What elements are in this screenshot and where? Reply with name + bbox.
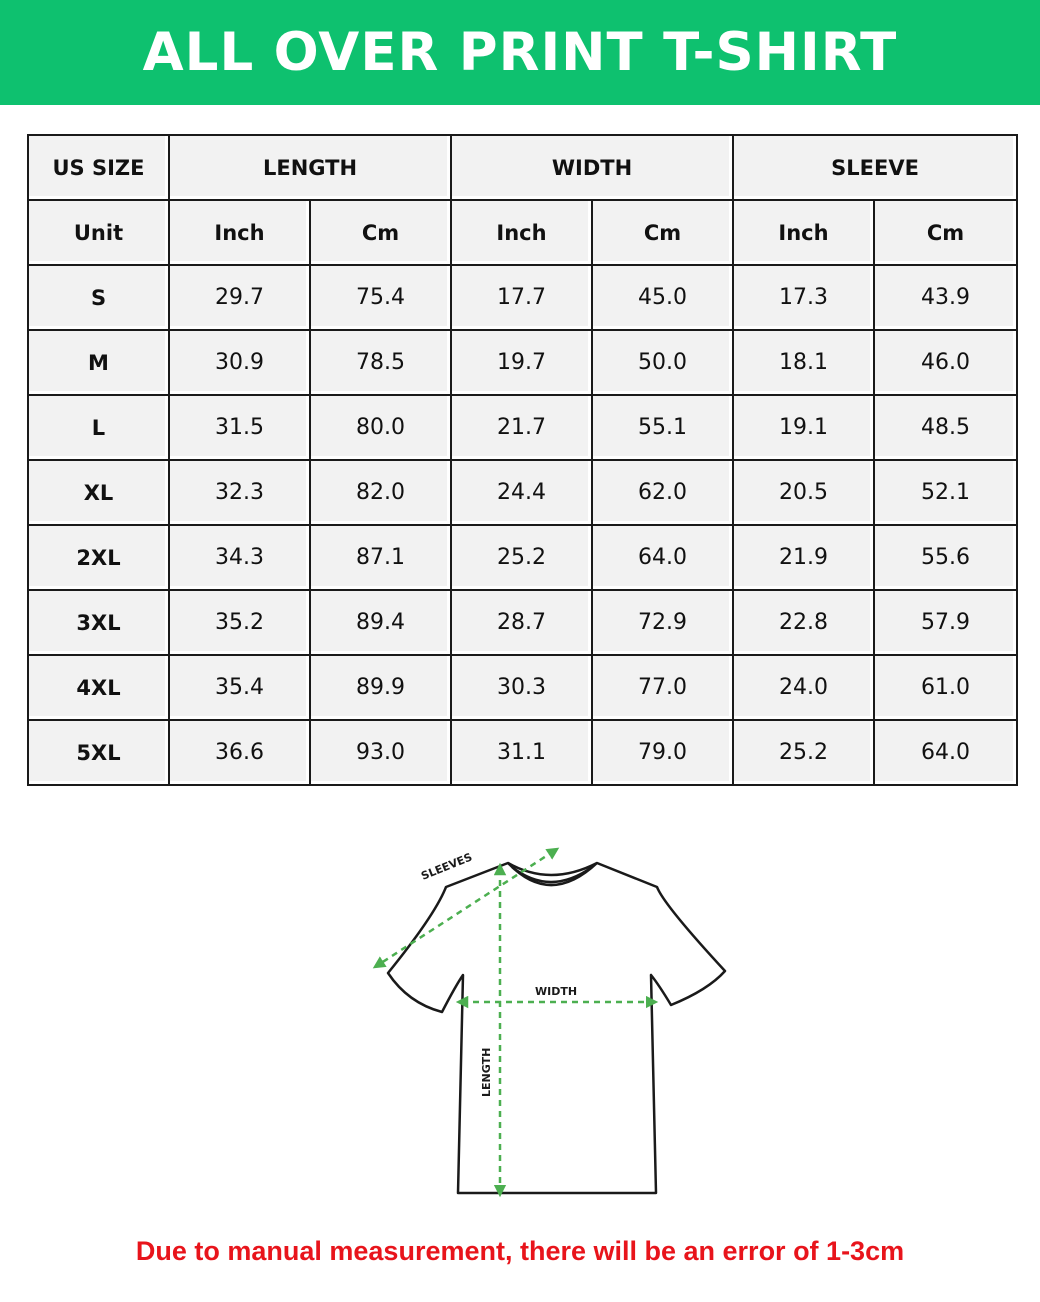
sleeves-label: SLEEVES [419, 850, 475, 883]
width-label: WIDTH [535, 985, 578, 998]
length-label: LENGTH [480, 1047, 493, 1097]
length-header: LENGTH [169, 135, 451, 200]
unit-label: Unit [28, 200, 169, 265]
sleeve-inch-unit: Inch [733, 200, 874, 265]
width-inch-cell: 30.3 [451, 655, 592, 720]
length-cm-cell: 87.1 [310, 525, 451, 590]
tshirt-measurement-diagram [360, 835, 740, 1205]
width-inch-cell: 25.2 [451, 525, 592, 590]
us-size-header: US SIZE [28, 135, 169, 200]
sleeve-inch-cell: 24.0 [733, 655, 874, 720]
width-cm-cell: 50.0 [592, 330, 733, 395]
width-cm-unit: Cm [592, 200, 733, 265]
size-chart-table [27, 134, 1018, 786]
size-label: 3XL [28, 590, 169, 655]
sleeve-inch-cell: 17.3 [733, 265, 874, 330]
width-header: WIDTH [451, 135, 733, 200]
sleeve-cm-cell: 52.1 [874, 460, 1017, 525]
width-cm-cell: 62.0 [592, 460, 733, 525]
sleeve-cm-cell: 43.9 [874, 265, 1017, 330]
table-row [28, 655, 1017, 720]
length-cm-cell: 89.9 [310, 655, 451, 720]
width-cm-cell: 79.0 [592, 720, 733, 785]
sleeve-cm-cell: 61.0 [874, 655, 1017, 720]
length-inch-cell: 29.7 [169, 265, 310, 330]
width-inch-cell: 28.7 [451, 590, 592, 655]
sleeve-cm-cell: 48.5 [874, 395, 1017, 460]
sleeve-cm-cell: 55.6 [874, 525, 1017, 590]
length-inch-cell: 32.3 [169, 460, 310, 525]
width-inch-cell: 19.7 [451, 330, 592, 395]
sleeve-inch-cell: 18.1 [733, 330, 874, 395]
length-cm-cell: 80.0 [310, 395, 451, 460]
length-cm-cell: 89.4 [310, 590, 451, 655]
length-inch-cell: 30.9 [169, 330, 310, 395]
table-row [28, 395, 1017, 460]
length-cm-cell: 75.4 [310, 265, 451, 330]
sleeve-header: SLEEVE [733, 135, 1017, 200]
length-inch-cell: 31.5 [169, 395, 310, 460]
sleeve-inch-cell: 25.2 [733, 720, 874, 785]
table-row [28, 330, 1017, 395]
unit-row [28, 200, 1017, 265]
length-inch-cell: 34.3 [169, 525, 310, 590]
width-cm-cell: 77.0 [592, 655, 733, 720]
sleeve-inch-cell: 22.8 [733, 590, 874, 655]
size-label: XL [28, 460, 169, 525]
length-inch-unit: Inch [169, 200, 310, 265]
table-row [28, 590, 1017, 655]
size-label: 4XL [28, 655, 169, 720]
width-cm-cell: 64.0 [592, 525, 733, 590]
sleeve-cm-cell: 64.0 [874, 720, 1017, 785]
sleeve-inch-cell: 20.5 [733, 460, 874, 525]
length-cm-cell: 93.0 [310, 720, 451, 785]
length-cm-cell: 78.5 [310, 330, 451, 395]
width-cm-cell: 55.1 [592, 395, 733, 460]
sleeve-cm-cell: 57.9 [874, 590, 1017, 655]
measurement-note: Due to manual measurement, there will be an error of 1-3cm [135, 1236, 905, 1266]
size-label: L [28, 395, 169, 460]
width-inch-cell: 21.7 [451, 395, 592, 460]
sleeve-cm-unit: Cm [874, 200, 1017, 265]
sleeve-inch-cell: 21.9 [733, 525, 874, 590]
tshirt-outline [388, 863, 725, 1193]
length-cm-unit: Cm [310, 200, 451, 265]
table-row [28, 265, 1017, 330]
title-banner [0, 0, 1040, 105]
width-cm-cell: 45.0 [592, 265, 733, 330]
width-cm-cell: 72.9 [592, 590, 733, 655]
length-inch-cell: 36.6 [169, 720, 310, 785]
sleeve-cm-cell: 46.0 [874, 330, 1017, 395]
width-inch-unit: Inch [451, 200, 592, 265]
width-inch-cell: 24.4 [451, 460, 592, 525]
size-label: M [28, 330, 169, 395]
table-row [28, 525, 1017, 590]
sleeve-inch-cell: 19.1 [733, 395, 874, 460]
table-row [28, 720, 1017, 785]
size-label: S [28, 265, 169, 330]
length-cm-cell: 82.0 [310, 460, 451, 525]
page-title: ALL OVER PRINT T-SHIRT [142, 22, 898, 83]
length-inch-cell: 35.4 [169, 655, 310, 720]
size-label: 5XL [28, 720, 169, 785]
table-header-row [28, 135, 1017, 200]
size-label: 2XL [28, 525, 169, 590]
width-inch-cell: 31.1 [451, 720, 592, 785]
length-inch-cell: 35.2 [169, 590, 310, 655]
width-inch-cell: 17.7 [451, 265, 592, 330]
table-row [28, 460, 1017, 525]
